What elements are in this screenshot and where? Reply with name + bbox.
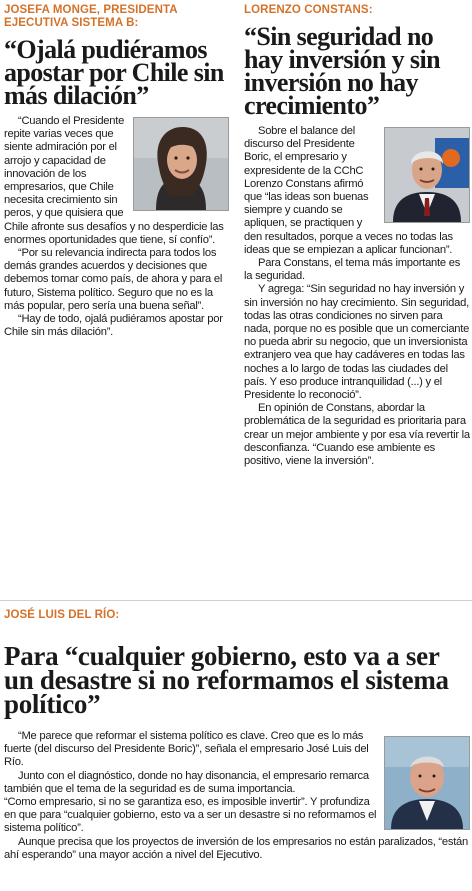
monge-photo <box>133 117 229 211</box>
constans-paragraph-2: Para Constans, el tema más importante es la seguridad. <box>244 257 461 283</box>
constans-paragraph-4: En opinión de Constans, abordar la problemática de la seguridad es prioritaria para crear un mejor ambiente y por esa vía revertir la desconfianza. “Cuando ese ambiente es positivo, viene la inversión”. <box>244 402 470 468</box>
delrio-paragraph-3: “Como empresario, si no se garantiza eso, es imposible invertir”. Y profundiza en que para “cualquier gobierno, esto va a ser un desastre si no reformamos el sistema político”. <box>4 796 377 835</box>
monge-paragraph-3: “Hay de todo, ojalá pudiéramos apostar por Chile sin más dilación”. <box>4 313 223 339</box>
delrio-paragraph-2: Junto con el diagnóstico, donde no hay disonancia, el empresario remarca también que el tema de la seguridad es de suma importancia. <box>4 769 369 795</box>
delrio-section <box>4 605 470 862</box>
constans-kicker: LORENZO CONSTANS: <box>244 4 373 16</box>
delrio-body <box>4 730 470 862</box>
delrio-kicker: JOSÉ LUIS DEL RÍO: <box>4 609 120 621</box>
monge-body <box>4 115 229 339</box>
delrio-photo <box>384 736 470 830</box>
monge-paragraph-1: “Cuando el Presidente repite varias veces que siente admiración por el arrojo y capacidad de innovación de los empresarios, que Chile necesita crecimiento sin peros, y que quisiera que Chile afronte sus desafíos y no desperdicie las enormes oportunidades que tiene, sí confío”. <box>4 115 224 246</box>
section-divider <box>0 600 472 601</box>
monge-paragraph-2: “Por su relevancia indirecta para todos los demás grandes acuerdos y decisiones que debemos tomar como país, de ahora y para el futuro, Sistema político. Seguro que no es la más popular, pero sería una buena señal”. <box>4 247 223 312</box>
constans-paragraph-1: Sobre el balance del discurso del Presidente Boric, el empresario y expresidente de la CChC Lorenzo Constans afirmó que “las ideas son buenas siempre y cuando se apliquen, se practiquen y den resultados, porque a veces no todas las ideas que se empiezan a aplicar funcionan”. <box>244 125 453 256</box>
constans-body <box>244 125 470 468</box>
constans-headline: “Sin seguridad no hay inversión y sin inversión no hay crecimiento” <box>244 22 440 120</box>
delrio-paragraph-4: Aunque precisa que los proyectos de inversión de los empresarios no están paralizados, “están ahí esperando” una mayor acción a nivel del Ejecutivo. <box>4 835 469 861</box>
delrio-paragraph-1: “Me parece que reformar el sistema político es clave. Creo que es lo más fuerte (del discurso del Presidente Boric)”, señala el empresario José Luis del Río. <box>4 730 369 769</box>
constans-column <box>244 0 470 468</box>
monge-column <box>4 0 229 339</box>
delrio-headline: Para “cualquier gobierno, esto va a ser un desastre si no reformamos el sistema político” <box>4 641 449 719</box>
monge-headline: “Ojalá pudiéramos apostar por Chile sin más dilación” <box>4 35 224 110</box>
constans-paragraph-3: Y agrega: “Sin seguridad no hay inversión y sin inversión no hay crecimiento. Sin seguridad, todas las otras condiciones no sirven para nada, porque no es posible que un comerciante no pueda abrir su negocio, que un inversionista extranjero vea que hay cadáveres en todas las noches a lo largo de todas las ciudades del país. Y eso produce intranquilidad (...) y el Presidente lo reconoció”. <box>244 283 470 402</box>
constans-photo <box>384 127 470 223</box>
monge-kicker: JOSEFA MONGE, PRESIDENTA EJECUTIVA SISTEMA B: <box>4 4 178 29</box>
